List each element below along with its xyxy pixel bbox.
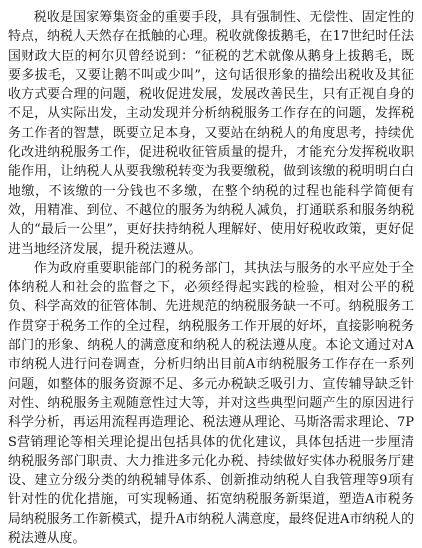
paragraph-tax-service-research: 作为政府重要职能部门的税务部门，其执法与服务的水平应处于全体纳税人和社会的监督之下，必须经得起实践的检验，相对公平的税负、科学高效的征管体制、先进规范的纳税服务缺一不可。纳税服务工作贯穿于税务工作的全过程，纳税服务工作开展的好坏，直接影响税务部门的形象、纳税人的满意度和纳税人的税法遵从度。本论文通过对A市纳税人进行问卷调查，分析归纳出目前A市纳税服务工作存在一系列问题，如整体的服务资源不足、多元办税缺乏吸引力、宣传辅导缺乏针对性、纳税服务主观随意性过大等，并对这些典型问题产生的原因进行科学分析，再运用流程再造理论、税法遵从理论、马斯洛需求理论、7PS营销理论等相关理论提出包括具体的优化建议，具体包括进一步厘清纳税服务部门职责、大力推进多元化办税、持续做好实体办税服务厅建设、建立分级分类的纳税辅导体系、创新推动纳税人自我管理等9项有针对性的优化措施，可实现畅通、拓宽纳税服务新渠道，塑造A市税务局纳税服务工作新模式，提升A市纳税人满意度，最终促进A市纳税人的税法遵从度。 [8, 260, 414, 547]
paragraph-tax-collection-intro: 税收是国家筹集资金的重要手段，具有强制性、无偿性、固定性的特点，纳税人天然存在抵触的心理。税收就像拔鹅毛，在17世纪时任法国财政大臣的柯尔贝曾经说到：“征税的艺术就像从鹅身上拔鹅毛，既要多拔毛，又要让鹅不叫或少叫”，这句话很形象的描绘出税收及其征收方式要合理的问题，税收促进发展，发展改善民生，只有正视自身的不足，从实际出发，主动发现并分析纳税服务工作存在的问题，发挥税务工作者的智慧，既要立足本身，又要站在纳税人的角度思考，持续优化改进纳税服务工作，促进税收征管质量的提升，才能充分发挥税收职能作用，让纳税人从要我缴税转变为我要缴税，做到该缴的税明明白白地缴，不该缴的一分钱也不多缴，在整个纳税的过程也能科学简便有效，用精准、到位、不越位的服务为纳税人减负，打通联系和服务纳税人的“最后一公里”，更好扶持纳税人理解好、使用好税收政策，更好促进当地经济发展，提升税法遵从。 [8, 10, 414, 257]
